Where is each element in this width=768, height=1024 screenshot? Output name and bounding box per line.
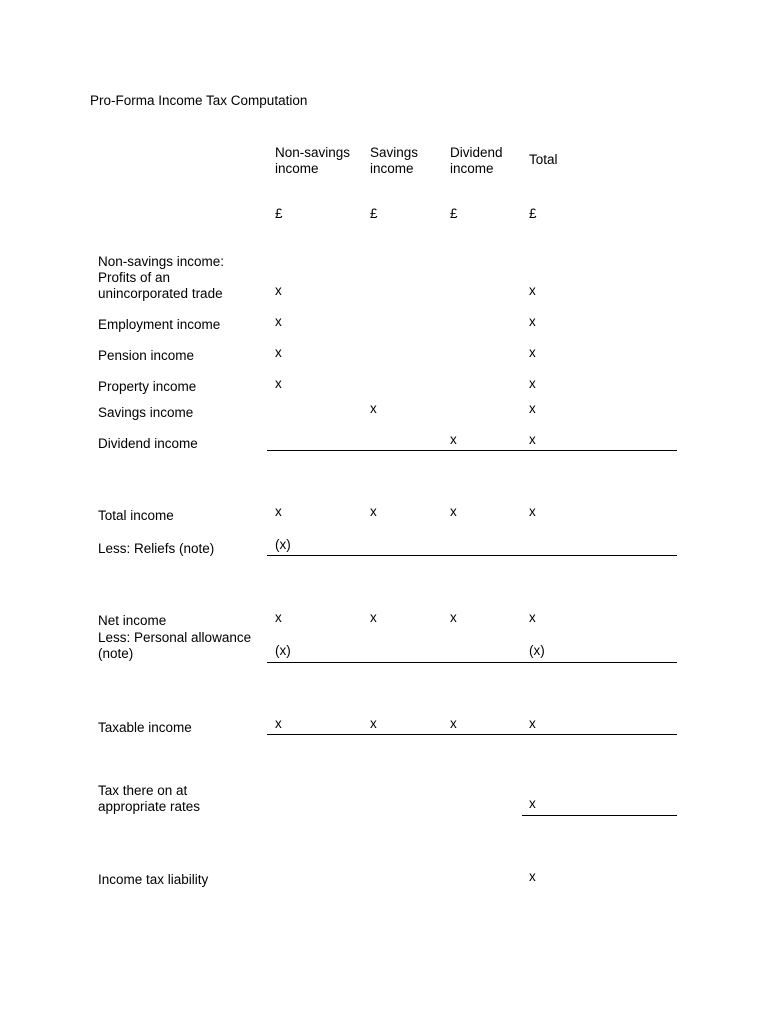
cell-taxable-income-dividend: x — [450, 716, 457, 731]
cell-tax-there-on-total: x — [529, 796, 536, 811]
cell-pension-non-savings: x — [275, 345, 282, 360]
cell-savings-total: x — [529, 401, 536, 416]
row-label-trade-line1: Profits of an — [98, 270, 171, 285]
page-title: Pro-Forma Income Tax Computation — [90, 93, 308, 108]
row-label-net-income: Net income — [98, 613, 167, 628]
row-label-liability: Income tax liability — [98, 872, 209, 887]
currency-non-savings: £ — [275, 206, 283, 221]
col-header-dividend-line1: Dividend — [450, 145, 503, 160]
cell-personal-allowance-non-savings: (x) — [275, 643, 291, 658]
col-header-savings — [370, 145, 418, 177]
cell-net-income-dividend: x — [450, 610, 457, 625]
taxable-income-rule — [267, 734, 677, 735]
total-income-rule — [267, 555, 677, 556]
row-label-total-income: Total income — [98, 508, 174, 523]
cell-trade-total: x — [529, 283, 536, 298]
cell-net-income-savings: x — [370, 610, 377, 625]
row-label-taxable-income: Taxable income — [98, 720, 192, 735]
cell-property-non-savings: x — [275, 376, 282, 391]
col-header-savings-line1: Savings — [370, 145, 419, 160]
col-header-savings-line2: income — [370, 161, 414, 176]
col-header-dividend — [450, 145, 503, 177]
row-label-savings: Savings income — [98, 405, 194, 420]
cell-taxable-income-savings: x — [370, 716, 377, 731]
tax-rule — [522, 815, 677, 816]
cell-trade-non-savings: x — [275, 283, 282, 298]
cell-savings-savings: x — [370, 401, 377, 416]
row-label-tax-there-on — [98, 783, 200, 815]
row-label-employment: Employment income — [98, 317, 221, 332]
currency-total: £ — [529, 206, 537, 221]
currency-dividend: £ — [450, 206, 458, 221]
cell-dividend-dividend: x — [450, 432, 457, 447]
col-header-non-savings — [275, 145, 350, 177]
cell-employment-total: x — [529, 314, 536, 329]
col-header-non-savings-line2: income — [275, 161, 319, 176]
currency-savings: £ — [370, 206, 378, 221]
cell-reliefs-non-savings: (x) — [275, 537, 291, 552]
cell-taxable-income-non-savings: x — [275, 716, 282, 731]
col-header-dividend-line2: income — [450, 161, 494, 176]
row-label-trade — [98, 270, 223, 302]
row-label-personal-allowance-line1: Less: Personal allowance — [98, 630, 252, 645]
cell-total-income-total: x — [529, 504, 536, 519]
cell-net-income-total: x — [529, 610, 536, 625]
col-header-non-savings-line1: Non-savings — [275, 145, 351, 160]
cell-total-income-dividend: x — [450, 504, 457, 519]
row-label-tax-there-on-line1: Tax there on at — [98, 783, 188, 798]
row-label-reliefs: Less: Reliefs (note) — [98, 541, 215, 556]
cell-total-income-savings: x — [370, 504, 377, 519]
row-label-personal-allowance-line2: (note) — [98, 646, 134, 661]
cell-liability-total: x — [529, 869, 536, 884]
cell-net-income-non-savings: x — [275, 610, 282, 625]
row-label-trade-line2: unincorporated trade — [98, 286, 223, 301]
net-income-rule — [267, 662, 677, 663]
cell-total-income-non-savings: x — [275, 504, 282, 519]
cell-property-total: x — [529, 376, 536, 391]
cell-employment-non-savings: x — [275, 314, 282, 329]
subtotal-rule — [267, 450, 677, 451]
row-label-tax-there-on-line2: appropriate rates — [98, 799, 201, 814]
cell-personal-allowance-total: (x) — [529, 643, 545, 658]
row-label-property: Property income — [98, 379, 197, 394]
non-savings-heading: Non-savings income: — [98, 254, 225, 269]
cell-taxable-income-total: x — [529, 716, 536, 731]
col-header-total: Total — [529, 152, 558, 167]
row-label-personal-allowance — [98, 630, 251, 662]
cell-dividend-total: x — [529, 432, 536, 447]
row-label-pension: Pension income — [98, 348, 195, 363]
cell-pension-total: x — [529, 345, 536, 360]
row-label-dividend: Dividend income — [98, 436, 198, 451]
